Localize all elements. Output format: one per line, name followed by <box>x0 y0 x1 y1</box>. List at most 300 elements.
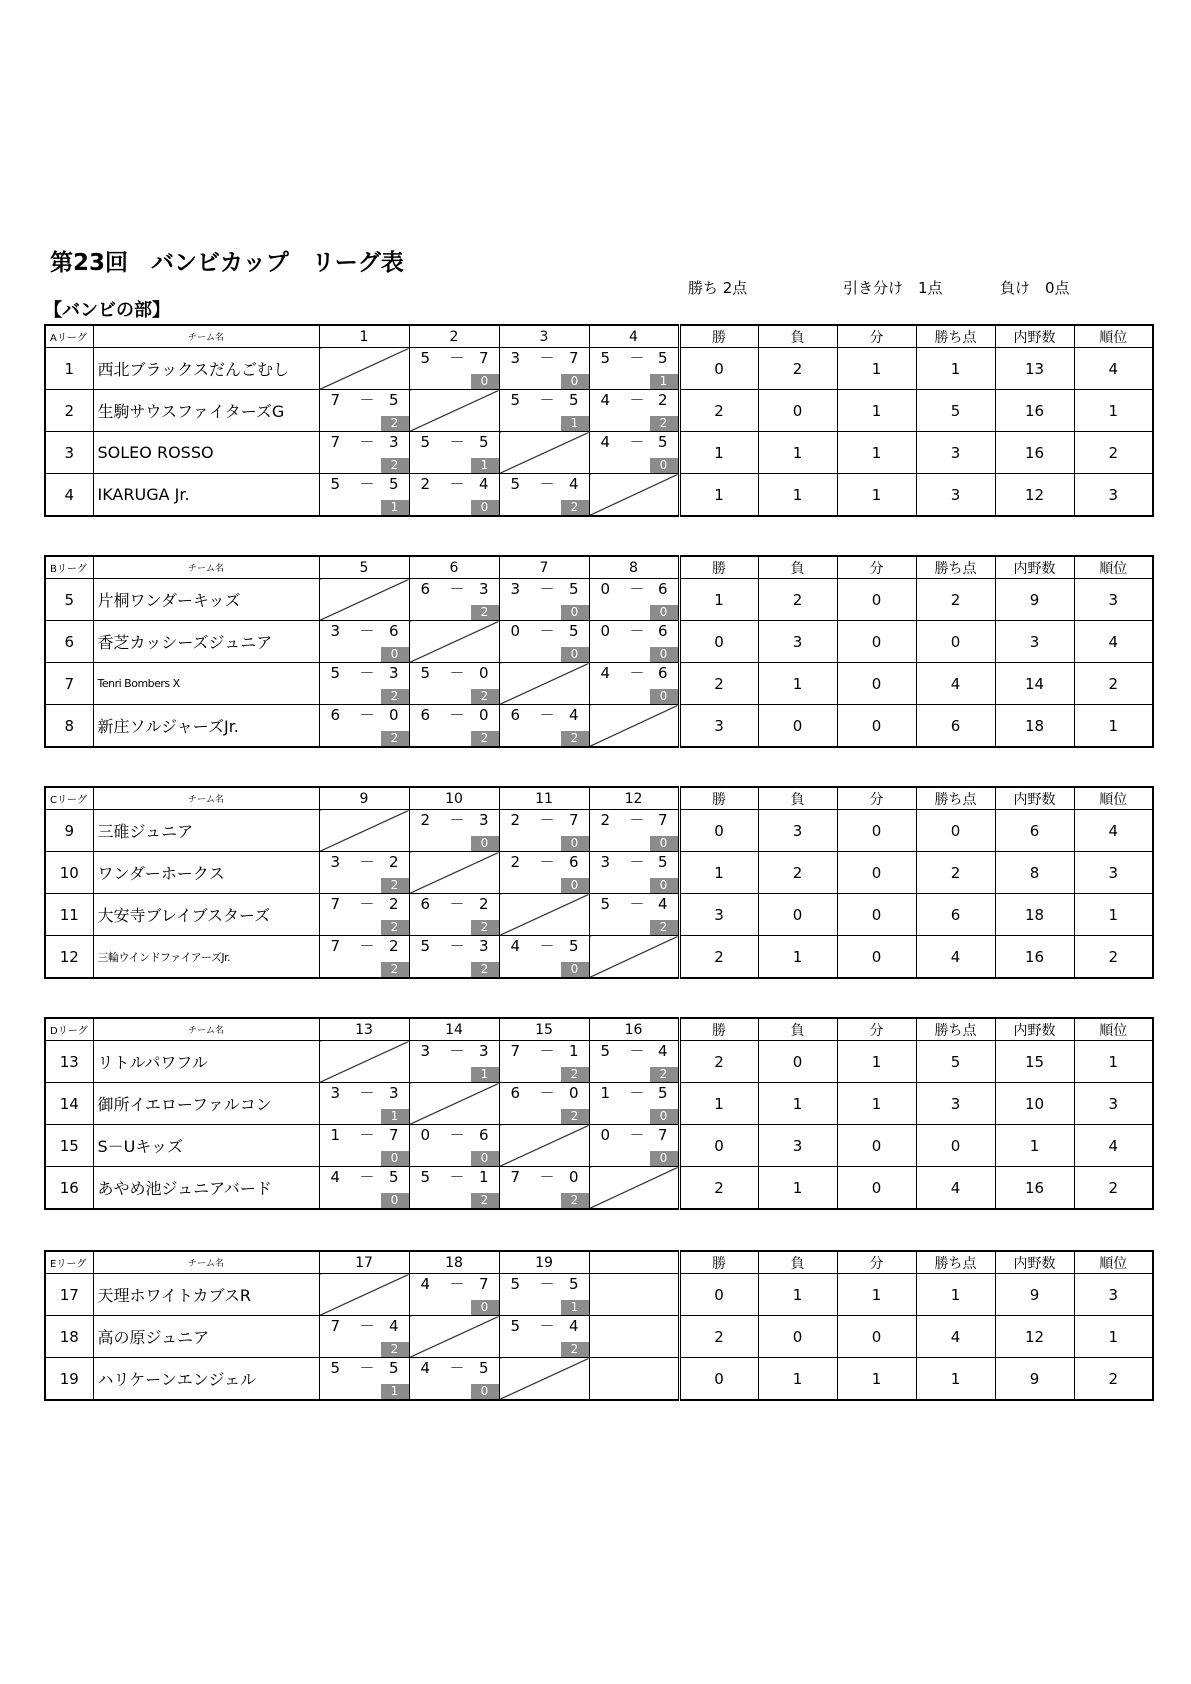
score-opponent: 2 <box>388 895 399 913</box>
score-dash: － <box>539 853 555 871</box>
score-dash: － <box>539 937 555 955</box>
rank: 2 <box>1074 936 1153 979</box>
header-draw: 分 <box>837 556 916 579</box>
match-result <box>589 621 679 663</box>
score-own: 4 <box>420 1275 431 1293</box>
wins: 2 <box>679 1316 758 1358</box>
team-number: 3 <box>45 432 93 474</box>
score-own: 5 <box>330 664 341 682</box>
points: 2 <box>916 579 995 621</box>
league-table <box>44 786 1154 979</box>
score-own: 7 <box>330 895 341 913</box>
match-result <box>319 894 409 936</box>
score-opponent: 3 <box>478 580 489 598</box>
wins: 1 <box>679 432 758 474</box>
team-name: あやめ池ジュニアバード <box>93 1167 319 1210</box>
score-dash: － <box>359 475 375 493</box>
score-dash: － <box>539 349 555 367</box>
team-row <box>45 663 1153 705</box>
losses: 0 <box>758 894 837 936</box>
score-dash: － <box>449 937 465 955</box>
header-loss: 負 <box>758 1018 837 1041</box>
infield-count: 16 <box>995 432 1074 474</box>
rank: 1 <box>1074 1041 1153 1083</box>
self-match-diagonal <box>409 1316 499 1358</box>
header-infield: 内野数 <box>995 787 1074 810</box>
column-header: 15 <box>499 1018 589 1041</box>
header-win: 勝 <box>679 787 758 810</box>
team-row <box>45 579 1153 621</box>
column-header: 6 <box>409 556 499 579</box>
score-opponent: 2 <box>388 937 399 955</box>
column-header: 19 <box>499 1251 589 1274</box>
draws: 1 <box>837 390 916 432</box>
rank: 1 <box>1074 894 1153 936</box>
score-dash: － <box>359 1084 375 1102</box>
draws: 0 <box>837 579 916 621</box>
draws: 0 <box>837 852 916 894</box>
header-draw: 分 <box>837 325 916 348</box>
score-dash: － <box>449 664 465 682</box>
team-number: 17 <box>45 1274 93 1316</box>
column-header: 7 <box>499 556 589 579</box>
score-dash: － <box>359 391 375 409</box>
rank: 4 <box>1074 810 1153 852</box>
match-points: 0 <box>471 374 499 389</box>
score-own: 7 <box>330 1317 341 1335</box>
match-result <box>589 1083 679 1125</box>
score-dash: － <box>539 1275 555 1293</box>
header-win: 勝 <box>679 556 758 579</box>
score-dash: － <box>629 1042 645 1060</box>
header-row <box>45 1018 1153 1041</box>
self-match-diagonal <box>589 705 679 748</box>
score-dash: － <box>539 391 555 409</box>
match-result <box>319 474 409 517</box>
draws: 0 <box>837 1125 916 1167</box>
score-dash: － <box>629 811 645 829</box>
points: 1 <box>916 1274 995 1316</box>
draws: 0 <box>837 1316 916 1358</box>
column-header: 8 <box>589 556 679 579</box>
score-dash: － <box>359 853 375 871</box>
losses: 3 <box>758 810 837 852</box>
score-opponent: 4 <box>657 1042 668 1060</box>
header-points: 勝ち点 <box>916 556 995 579</box>
wins: 0 <box>679 1358 758 1401</box>
score-dash: － <box>629 580 645 598</box>
infield-count: 18 <box>995 894 1074 936</box>
losses: 2 <box>758 579 837 621</box>
score-dash: － <box>449 1042 465 1060</box>
match-points: 0 <box>471 1300 499 1315</box>
match-result <box>409 348 499 390</box>
score-opponent: 4 <box>657 895 668 913</box>
match-points: 2 <box>471 962 499 977</box>
team-number: 19 <box>45 1358 93 1401</box>
match-points: 0 <box>381 1193 409 1208</box>
empty-cell <box>589 1358 679 1401</box>
score-own: 6 <box>420 895 431 913</box>
score-dash: － <box>359 433 375 451</box>
draws: 1 <box>837 1041 916 1083</box>
team-name: 香芝カッシーズジュニア <box>93 621 319 663</box>
draws: 0 <box>837 621 916 663</box>
score-opponent: 2 <box>478 895 489 913</box>
score-dash: － <box>449 349 465 367</box>
score-opponent: 0 <box>568 1168 579 1186</box>
self-match-diagonal <box>589 936 679 979</box>
team-row <box>45 390 1153 432</box>
match-result <box>319 432 409 474</box>
match-result <box>499 1041 589 1083</box>
header-row <box>45 325 1153 348</box>
score-dash: － <box>629 349 645 367</box>
match-points: 2 <box>471 689 499 704</box>
header-win: 勝 <box>679 325 758 348</box>
match-points: 2 <box>381 731 409 746</box>
team-name-header: チーム名 <box>93 325 319 348</box>
score-opponent: 7 <box>568 349 579 367</box>
score-dash: － <box>539 706 555 724</box>
losses: 0 <box>758 1316 837 1358</box>
self-match-diagonal <box>499 1125 589 1167</box>
team-number: 16 <box>45 1167 93 1210</box>
losses: 1 <box>758 1274 837 1316</box>
score-dash: － <box>359 937 375 955</box>
team-name: 天理ホワイトカブスR <box>93 1274 319 1316</box>
score-own: 1 <box>600 1084 611 1102</box>
score-opponent: 5 <box>657 433 668 451</box>
score-own: 3 <box>510 349 521 367</box>
points: 5 <box>916 1041 995 1083</box>
team-number: 11 <box>45 894 93 936</box>
self-match-diagonal <box>409 1083 499 1125</box>
match-points: 2 <box>381 962 409 977</box>
self-match-diagonal <box>409 852 499 894</box>
score-dash: － <box>449 1275 465 1293</box>
match-result <box>589 894 679 936</box>
score-dash: － <box>359 1126 375 1144</box>
team-number: 9 <box>45 810 93 852</box>
score-dash: － <box>539 580 555 598</box>
match-points: 2 <box>650 1067 678 1082</box>
score-opponent: 5 <box>388 391 399 409</box>
header-points: 勝ち点 <box>916 1018 995 1041</box>
wins: 1 <box>679 1083 758 1125</box>
header-rank: 順位 <box>1074 556 1153 579</box>
match-result <box>499 705 589 748</box>
column-header: 3 <box>499 325 589 348</box>
match-result <box>319 1167 409 1210</box>
score-own: 6 <box>510 706 521 724</box>
rank: 1 <box>1074 705 1153 748</box>
match-points: 1 <box>381 1109 409 1124</box>
score-dash: － <box>539 1042 555 1060</box>
losses: 1 <box>758 1083 837 1125</box>
losses: 3 <box>758 1125 837 1167</box>
points: 2 <box>916 852 995 894</box>
header-row <box>45 787 1153 810</box>
score-own: 3 <box>330 1084 341 1102</box>
score-dash: － <box>629 895 645 913</box>
draws: 1 <box>837 1358 916 1401</box>
match-result <box>499 1274 589 1316</box>
match-result <box>319 936 409 979</box>
match-points: 2 <box>650 416 678 431</box>
match-result <box>319 621 409 663</box>
losses: 1 <box>758 432 837 474</box>
wins: 1 <box>679 579 758 621</box>
draws: 0 <box>837 936 916 979</box>
column-header: 10 <box>409 787 499 810</box>
team-name: 生駒サウスファイターズG <box>93 390 319 432</box>
match-points: 1 <box>471 458 499 473</box>
points-rule-loss: 負け 0点 <box>1000 279 1070 297</box>
score-own: 0 <box>600 622 611 640</box>
match-points: 1 <box>471 1067 499 1082</box>
draws: 1 <box>837 348 916 390</box>
team-row <box>45 432 1153 474</box>
infield-count: 9 <box>995 1274 1074 1316</box>
match-points: 2 <box>381 920 409 935</box>
team-row <box>45 1167 1153 1210</box>
match-points: 0 <box>650 458 678 473</box>
score-opponent: 4 <box>388 1317 399 1335</box>
losses: 3 <box>758 621 837 663</box>
league-label: Cリーグ <box>45 787 93 810</box>
team-row <box>45 348 1153 390</box>
match-result <box>319 1125 409 1167</box>
score-dash: － <box>629 664 645 682</box>
infield-count: 1 <box>995 1125 1074 1167</box>
team-name-header: チーム名 <box>93 556 319 579</box>
header-infield: 内野数 <box>995 556 1074 579</box>
match-result <box>589 1125 679 1167</box>
team-name: IKARUGA Jr. <box>93 474 319 517</box>
match-points: 1 <box>650 374 678 389</box>
draws: 1 <box>837 1083 916 1125</box>
score-own: 7 <box>330 391 341 409</box>
match-points: 2 <box>471 731 499 746</box>
team-name: SOLEO ROSSO <box>93 432 319 474</box>
team-number: 13 <box>45 1041 93 1083</box>
team-name: 片桐ワンダーキッズ <box>93 579 319 621</box>
score-opponent: 0 <box>388 706 399 724</box>
score-opponent: 3 <box>478 1042 489 1060</box>
team-name-header: チーム名 <box>93 1018 319 1041</box>
team-name: 西北ブラックスだんごむし <box>93 348 319 390</box>
match-points: 2 <box>561 1342 589 1357</box>
points: 1 <box>916 348 995 390</box>
self-match-diagonal <box>589 1167 679 1210</box>
league-table <box>44 324 1154 517</box>
score-dash: － <box>629 853 645 871</box>
infield-count: 6 <box>995 810 1074 852</box>
score-own: 5 <box>600 349 611 367</box>
rank: 4 <box>1074 621 1153 663</box>
match-result <box>409 705 499 748</box>
score-opponent: 6 <box>568 853 579 871</box>
team-row <box>45 1358 1153 1401</box>
score-own: 5 <box>330 475 341 493</box>
points: 1 <box>916 1358 995 1401</box>
header-loss: 負 <box>758 1251 837 1274</box>
score-own: 3 <box>330 622 341 640</box>
team-row <box>45 894 1153 936</box>
score-opponent: 5 <box>478 433 489 451</box>
score-dash: － <box>629 622 645 640</box>
losses: 1 <box>758 1358 837 1401</box>
score-opponent: 0 <box>568 1084 579 1102</box>
score-own: 0 <box>510 622 521 640</box>
score-opponent: 7 <box>657 1126 668 1144</box>
wins: 0 <box>679 621 758 663</box>
team-row <box>45 810 1153 852</box>
team-name: 御所イエローファルコン <box>93 1083 319 1125</box>
score-dash: － <box>449 1126 465 1144</box>
score-dash: － <box>539 1168 555 1186</box>
match-points: 0 <box>650 1151 678 1166</box>
score-own: 3 <box>510 580 521 598</box>
match-result <box>499 390 589 432</box>
match-result <box>409 474 499 517</box>
section-title: 【バンビの部】 <box>44 300 170 321</box>
match-points: 0 <box>650 836 678 851</box>
score-opponent: 6 <box>388 622 399 640</box>
league-label: Aリーグ <box>45 325 93 348</box>
rank: 4 <box>1074 348 1153 390</box>
score-opponent: 2 <box>657 391 668 409</box>
match-points: 1 <box>561 416 589 431</box>
match-result <box>409 894 499 936</box>
column-header: 5 <box>319 556 409 579</box>
score-opponent: 6 <box>657 664 668 682</box>
match-result <box>409 1274 499 1316</box>
score-opponent: 5 <box>478 1359 489 1377</box>
wins: 0 <box>679 1274 758 1316</box>
match-points: 0 <box>471 1384 499 1399</box>
column-header: 2 <box>409 325 499 348</box>
score-own: 5 <box>420 433 431 451</box>
match-result <box>319 663 409 705</box>
rank: 2 <box>1074 1358 1153 1401</box>
match-points: 0 <box>381 1151 409 1166</box>
match-points: 0 <box>650 689 678 704</box>
losses: 2 <box>758 348 837 390</box>
score-own: 1 <box>330 1126 341 1144</box>
score-own: 6 <box>420 580 431 598</box>
match-result <box>409 1041 499 1083</box>
self-match-diagonal <box>319 348 409 390</box>
match-points: 1 <box>381 1384 409 1399</box>
score-opponent: 5 <box>657 349 668 367</box>
self-match-diagonal <box>499 894 589 936</box>
team-number: 6 <box>45 621 93 663</box>
match-result <box>589 348 679 390</box>
team-name: ハリケーンエンジェル <box>93 1358 319 1401</box>
score-dash: － <box>449 475 465 493</box>
match-result <box>409 663 499 705</box>
header-infield: 内野数 <box>995 1018 1074 1041</box>
draws: 0 <box>837 663 916 705</box>
match-points: 2 <box>471 1193 499 1208</box>
match-result <box>319 1316 409 1358</box>
score-dash: － <box>449 811 465 829</box>
match-points: 0 <box>561 836 589 851</box>
column-header: 4 <box>589 325 679 348</box>
score-dash: － <box>539 475 555 493</box>
score-own: 5 <box>600 1042 611 1060</box>
rank: 2 <box>1074 432 1153 474</box>
team-row <box>45 1274 1153 1316</box>
header-draw: 分 <box>837 1251 916 1274</box>
score-own: 7 <box>510 1042 521 1060</box>
team-row <box>45 705 1153 748</box>
match-result <box>409 432 499 474</box>
team-number: 1 <box>45 348 93 390</box>
match-result <box>499 936 589 979</box>
losses: 1 <box>758 474 837 517</box>
match-result <box>499 474 589 517</box>
match-points: 0 <box>381 647 409 662</box>
header-row <box>45 556 1153 579</box>
wins: 1 <box>679 474 758 517</box>
team-row <box>45 474 1153 517</box>
score-own: 5 <box>420 349 431 367</box>
team-number: 2 <box>45 390 93 432</box>
score-own: 3 <box>600 853 611 871</box>
team-number: 18 <box>45 1316 93 1358</box>
header-infield: 内野数 <box>995 325 1074 348</box>
team-row <box>45 1041 1153 1083</box>
draws: 0 <box>837 810 916 852</box>
score-opponent: 4 <box>568 475 579 493</box>
rank: 3 <box>1074 474 1153 517</box>
infield-count: 12 <box>995 474 1074 517</box>
score-opponent: 7 <box>657 811 668 829</box>
score-own: 5 <box>510 391 521 409</box>
column-header: 1 <box>319 325 409 348</box>
team-row <box>45 621 1153 663</box>
team-row <box>45 1316 1153 1358</box>
header-infield: 内野数 <box>995 1251 1074 1274</box>
league-table <box>44 1250 1154 1401</box>
score-opponent: 6 <box>657 580 668 598</box>
self-match-diagonal <box>409 621 499 663</box>
column-header: 16 <box>589 1018 679 1041</box>
infield-count: 16 <box>995 936 1074 979</box>
match-result <box>409 1167 499 1210</box>
score-dash: － <box>539 811 555 829</box>
score-opponent: 7 <box>478 349 489 367</box>
match-result <box>319 1083 409 1125</box>
match-points: 0 <box>561 878 589 893</box>
score-opponent: 3 <box>388 1084 399 1102</box>
match-result <box>409 1125 499 1167</box>
header-draw: 分 <box>837 787 916 810</box>
draws: 0 <box>837 1167 916 1210</box>
points: 5 <box>916 390 995 432</box>
losses: 0 <box>758 390 837 432</box>
header-rank: 順位 <box>1074 325 1153 348</box>
column-header: 14 <box>409 1018 499 1041</box>
self-match-diagonal <box>319 1274 409 1316</box>
score-opponent: 1 <box>568 1042 579 1060</box>
score-dash: － <box>449 1359 465 1377</box>
score-opponent: 7 <box>568 811 579 829</box>
match-result <box>409 810 499 852</box>
